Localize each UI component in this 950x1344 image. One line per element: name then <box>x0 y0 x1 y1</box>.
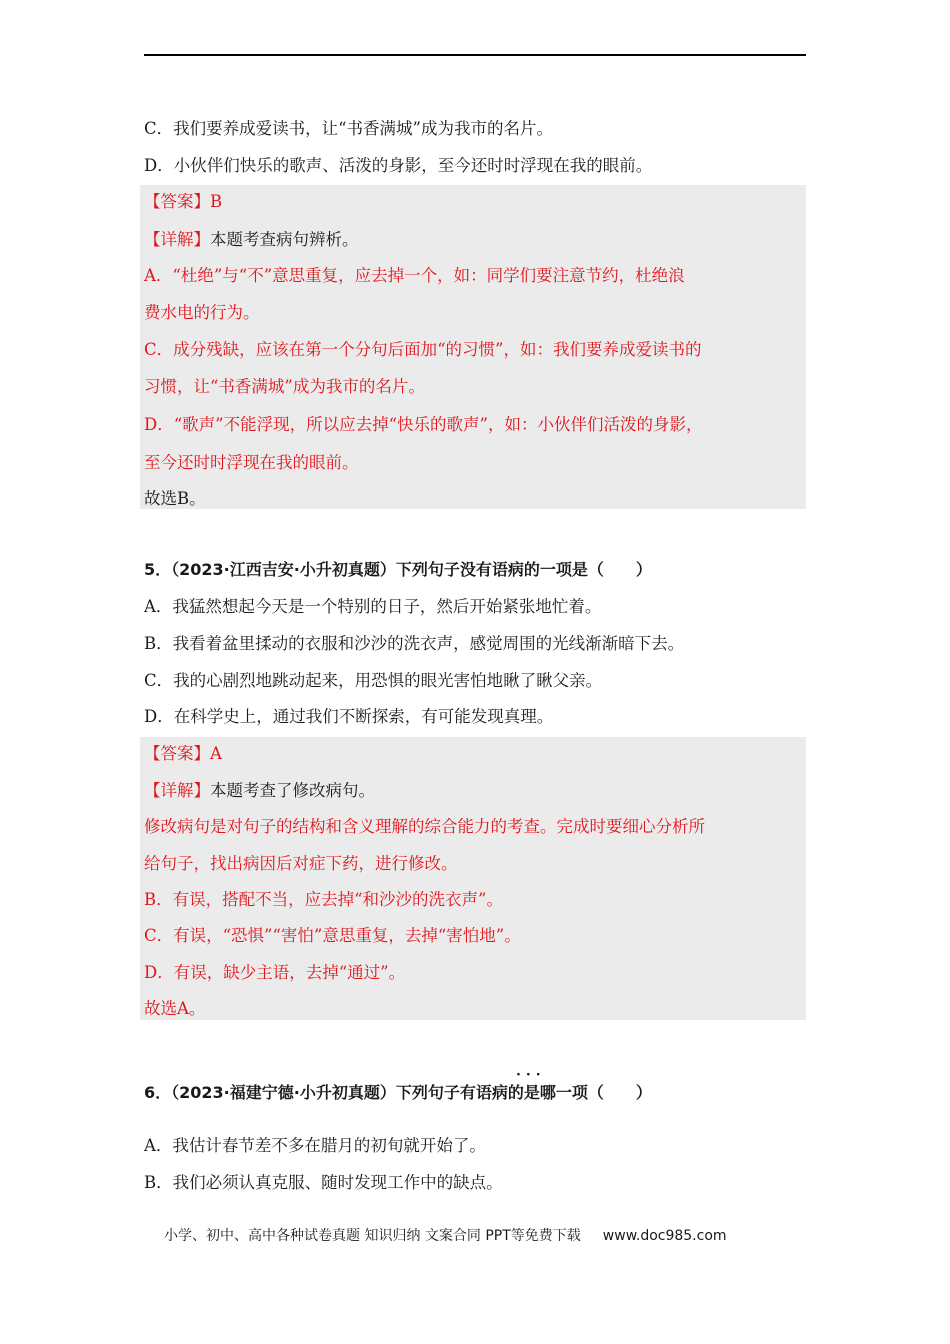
footer-url[interactable]: www.doc985.com <box>602 1228 727 1244</box>
q5-option-d: D．在科学史上，通过我们不断探索，有可能发现真理。 <box>144 707 554 726</box>
q5-conclusion: 故选A。 <box>144 999 206 1018</box>
emphasis-dots: ··· <box>516 1067 546 1083</box>
prev-explain-line: 至今还时时浮现在我的眼前。 <box>144 453 359 472</box>
prev-explain-line: D．“歌声”不能浮现，所以应去掉“快乐的歌声”，如：小伙伴们活泼的身影， <box>144 415 703 434</box>
prev-explain-line: 习惯，让“书香满城”成为我市的名片。 <box>144 377 425 396</box>
q5-option-c: C．我的心剧烈地跳动起来，用恐惧的眼光害怕地瞅了瞅父亲。 <box>144 671 603 690</box>
q5-explain-line: 给句子，找出病因后对症下药，进行修改。 <box>144 854 458 873</box>
q5-detail-text: 本题考查了修改病句。 <box>210 781 375 800</box>
q5-option-a: A．我猛然想起今天是一个特别的日子，然后开始紧张地忙着。 <box>144 597 602 616</box>
q5-detail-head: 【详解】 <box>144 781 210 800</box>
q5-title: 5．（2023·江西吉安·小升初真题）下列句子没有语病的一项是（ ） <box>144 560 652 579</box>
prev-answer: 【答案】B <box>144 192 223 211</box>
q6-title: 6．（2023·福建宁德·小升初真题）下列句子有语病的是哪一项（ ） <box>144 1083 652 1102</box>
q5-explain-line: 修改病句是对句子的结构和含义理解的综合能力的考查。完成时要细心分析所 <box>144 817 705 836</box>
prev-detail <box>144 229 359 251</box>
footer <box>164 1226 727 1246</box>
q5-answer: 【答案】A <box>144 744 222 763</box>
prev-option-d: D．小伙伴们快乐的歌声、活泼的身影，至今还时时浮现在我的眼前。 <box>144 156 653 175</box>
prev-conclusion: 故选B。 <box>144 489 206 508</box>
q6-option-a: A．我估计春节差不多在腊月的初旬就开始了。 <box>144 1136 486 1155</box>
q5-explain-line: B．有误，搭配不当，应去掉“和沙沙的洗衣声”。 <box>144 890 503 909</box>
prev-detail-head: 【详解】 <box>144 230 210 249</box>
prev-explain-line: A．“杜绝”与“不”意思重复，应去掉一个，如：同学们要注意节约，杜绝浪 <box>144 266 685 285</box>
q6-option-b: B．我们必须认真克服、随时发现工作中的缺点。 <box>144 1173 503 1192</box>
header-rule <box>144 54 806 56</box>
prev-detail-text: 本题考查病句辨析。 <box>210 230 359 249</box>
q5-explain-line: C．有误，“恐惧”“害怕”意思重复，去掉“害怕地”。 <box>144 926 521 945</box>
q5-explain-line: D．有误，缺少主语，去掉“通过”。 <box>144 963 406 982</box>
q5-detail <box>144 780 375 802</box>
q5-option-b: B．我看着盆里揉动的衣服和沙沙的洗衣声，感觉周围的光线渐渐暗下去。 <box>144 634 685 653</box>
prev-explain-line: C．成分残缺，应该在第一个分句后面加“的习惯”，如：我们要养成爱读书的 <box>144 340 702 359</box>
prev-explain-line: 费水电的行为。 <box>144 303 260 322</box>
footer-text: 小学、初中、高中各种试卷真题 知识归纳 文案合同 PPT等免费下载 <box>164 1228 581 1244</box>
prev-option-c: C．我们要养成爱读书，让“书香满城”成为我市的名片。 <box>144 119 553 138</box>
